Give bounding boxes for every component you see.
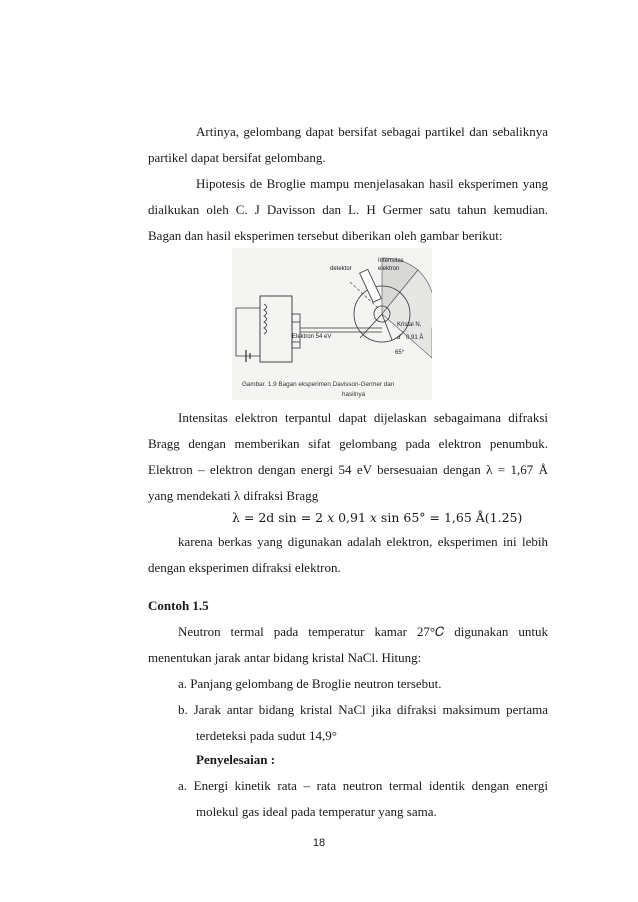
paragraph-2-line-1: Hipotesis de Broglie mampu menjelasakan hasil eksperimen yang	[196, 176, 548, 191]
example-line-2: menentukan jarak antar bidang kristal NaCl. Hitung:	[148, 650, 422, 665]
answer-a-line-1: a. Energi kinetik rata – rata neutron termal identik dengan energi	[178, 778, 548, 793]
example-item-b-line-2: terdeteksi pada sudut 14,9°	[196, 728, 337, 743]
answer-a-line-2: molekul gas ideal pada temperatur yang sama.	[196, 804, 437, 819]
bragg-equation: λ = 2d sin = 2 𝑥 0,91 𝑥 sin 65° = 1,65 Å(1.25)	[232, 510, 523, 525]
paragraph-4-line-1: karena berkas yang digunakan adalah elektron, eksperimen ini lebih	[178, 534, 548, 549]
figure-caption-line-2: hasilnya	[342, 391, 366, 398]
davisson-germer-figure	[232, 248, 432, 400]
angle-label: 65°	[395, 350, 405, 356]
paragraph-2-line-2: dialkukan oleh C. J Davisson dan L. H Germer satu tahun kemudian.	[148, 202, 548, 217]
paragraph-3-line-1: Intensitas elektron terpantul dapat dijelaskan sebagaimana difraksi	[178, 410, 548, 425]
paragraph-4-line-2: dengan eksperimen difraksi elektron.	[148, 560, 341, 575]
solution-heading: Penyelesaian :	[196, 752, 276, 767]
example-heading: Contoh 1.5	[148, 598, 209, 613]
paragraph-1-line-1: Artinya, gelombang dapat bersifat sebagai partikel dan sebaliknya	[196, 124, 548, 139]
d-label: d	[397, 333, 401, 341]
paragraph-1-line-2: partikel dapat bersifat gelombang.	[148, 150, 326, 165]
page-number: 18	[312, 837, 326, 849]
crystal-label: Kristal N,	[397, 322, 422, 328]
intensity-label-2: elektron	[378, 266, 400, 272]
experiment-diagram	[232, 248, 432, 400]
detector-label: detektor	[330, 266, 352, 272]
example-item-a: a. Panjang gelombang de Broglie neutron tersebut.	[178, 676, 442, 691]
example-item-b-line-1: b. Jarak antar bidang kristal NaCl jika difraksi maksimum pertama	[178, 702, 548, 717]
spacing-label: 0.91 Å	[406, 335, 424, 341]
intensity-label-1: Intensitas	[378, 258, 404, 264]
paragraph-3-line-3: Elektron – elektron dengan energi 54 eV bersesuaian dengan λ = 1,67 Å	[148, 462, 548, 477]
electron-beam-label: Elektron 54 eV	[292, 334, 332, 340]
figure-caption-line-1: Gambar. 1.9 Bagan eksperimen Davisson-Germer dan	[242, 381, 395, 388]
paragraph-3-line-4: yang mendekati λ difraksi Bragg	[148, 488, 319, 503]
paragraph-2-line-3: Bagan dan hasil eksperimen tersebut diberikan oleh gambar berikut:	[148, 228, 503, 243]
example-line-1: Neutron termal pada temperatur kamar 27°𝐶 digunakan untuk	[178, 624, 548, 639]
paragraph-3-line-2: Bragg dengan memberikan sifat gelombang pada elektron penumbuk.	[148, 436, 548, 451]
